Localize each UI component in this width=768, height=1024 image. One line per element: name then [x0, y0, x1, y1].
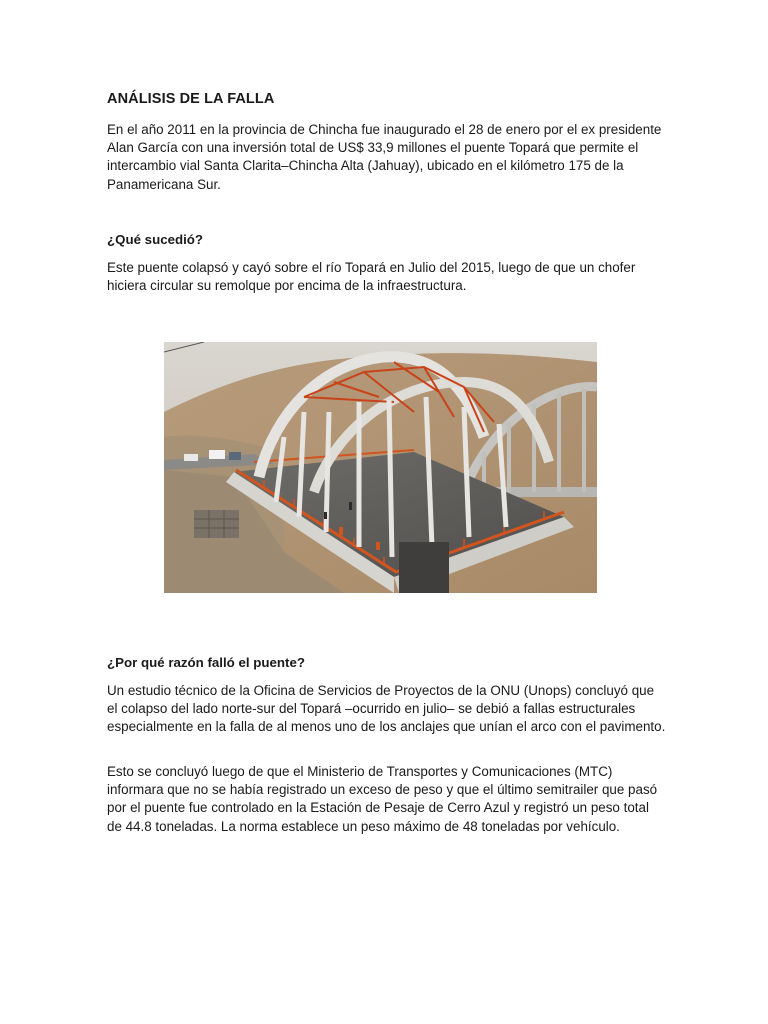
why-failed-paragraph-1: Un estudio técnico de la Oficina de Servicios de Proyectos de la ONU (Unops) concluyó que el colapso del lado norte-sur del Topará –ocurrido en julio– se debió a fallas estructurales especialmente en la falla de al menos uno de los anclajes que unían el arco con el pavimento. [107, 683, 666, 735]
why-failed-paragraph-2: Esto se concluyó luego de que el Ministerio de Transportes y Comunicaciones (MTC) informara que no se había registrado un exceso de peso y que el último semitrailer que pasó por el puente fue controlado en la Estación de Pesaje de Cerro Azul y registró un peso total de 44.8 toneladas. La norma establece un peso máximo de 48 toneladas por vehículo. [107, 764, 658, 834]
document-title: ANÁLISIS DE LA FALLA [107, 91, 275, 107]
intro-paragraph: En el año 2011 en la provincia de Chincha fue inaugurado el 28 de enero por el ex presidente Alan García con una inversión total de US$ 33,9 millones el puente Topará que permite el intercambio vial Santa Clarita–Chincha Alta (Jahuay), ubicado en el kilómetro 175 de la Panamericana Sur. [107, 122, 662, 192]
section-heading-what-happened: ¿Qué sucedió? [107, 232, 204, 247]
what-happened-paragraph: Este puente colapsó y cayó sobre el río Topará en Julio del 2015, luego de que un chofer hiciera circular su remolque por encima de la infraestructura. [107, 260, 636, 294]
section-heading-why-failed: ¿Por qué razón falló el puente? [107, 655, 305, 670]
collapsed-bridge-photo [164, 342, 597, 593]
